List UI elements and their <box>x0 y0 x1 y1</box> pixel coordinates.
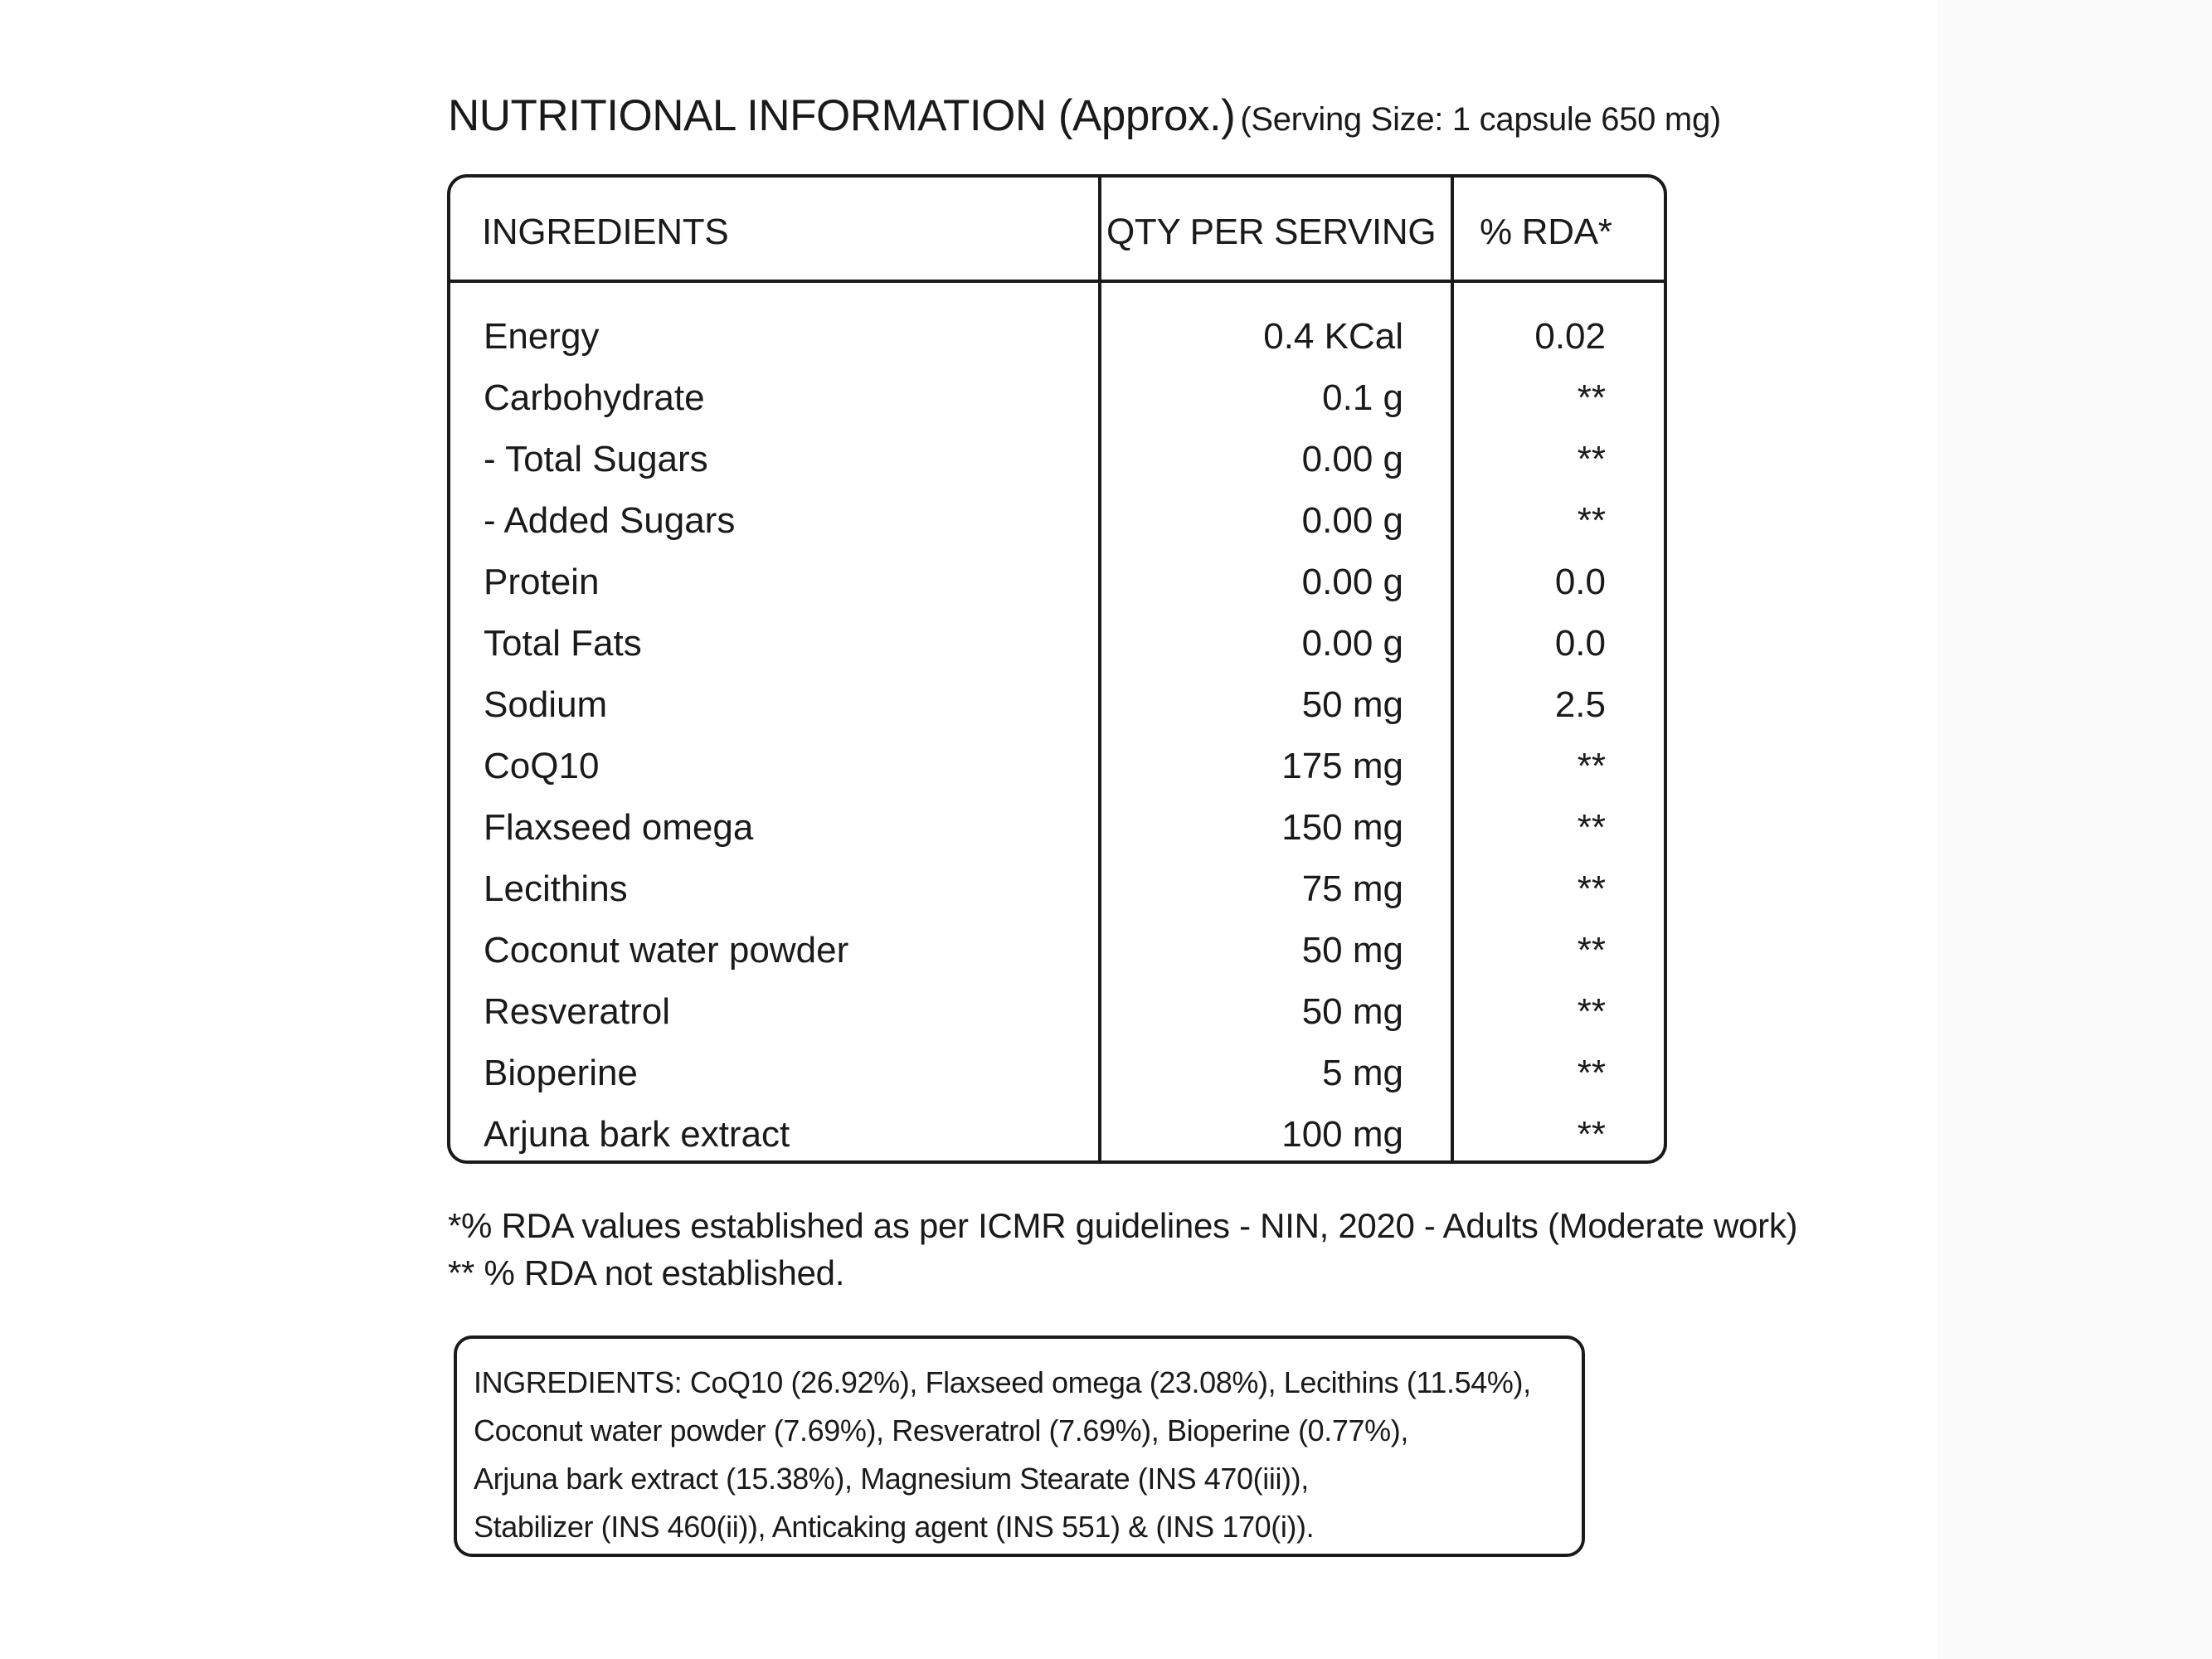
table-row <box>450 797 1664 859</box>
row-name: Carbohydrate <box>484 377 705 418</box>
title-main: NUTRITIONAL INFORMATION (Approx.) <box>448 91 1236 140</box>
row-rda: 0.02 <box>1534 316 1606 357</box>
row-name: Total Fats <box>484 623 642 664</box>
row-qty: 50 mg <box>1301 930 1403 971</box>
row-rda: ** <box>1577 500 1606 541</box>
not-established-footnote: ** % RDA not established. <box>448 1253 845 1292</box>
column-header-rda: % RDA* <box>1480 212 1612 252</box>
row-name: Flaxseed omega <box>484 807 754 848</box>
table-row <box>450 674 1664 736</box>
header-divider <box>450 280 1664 283</box>
ingredients-box <box>454 1335 1585 1557</box>
ingredients-line: INGREDIENTS: CoQ10 (26.92%), Flaxseed omega (23.08%), Lecithins (11.54%), <box>474 1365 1531 1399</box>
row-qty: 150 mg <box>1281 807 1403 848</box>
table-row <box>450 736 1664 797</box>
row-name: Lecithins <box>484 868 628 909</box>
page-title <box>448 91 1721 140</box>
row-qty: 50 mg <box>1301 684 1403 725</box>
row-qty: 175 mg <box>1281 746 1403 786</box>
serving-size: (Serving Size: 1 capsule 650 mg) <box>1240 101 1721 138</box>
row-rda: ** <box>1577 746 1606 786</box>
row-rda: 0.0 <box>1554 562 1606 602</box>
row-qty: 50 mg <box>1301 991 1403 1032</box>
table-row <box>450 920 1664 981</box>
table-row <box>450 429 1664 490</box>
table-row <box>450 552 1664 613</box>
row-rda: ** <box>1577 1053 1606 1093</box>
row-rda: ** <box>1577 377 1606 418</box>
nutrition-table <box>447 174 1667 1164</box>
row-qty: 0.00 g <box>1301 562 1403 602</box>
table-row <box>450 1104 1664 1165</box>
table-row <box>450 306 1664 367</box>
table-body <box>450 306 1664 1165</box>
ingredients-line: Stabilizer (INS 460(ii)), Anticaking agent (INS 551) & (INS 170(i)). <box>474 1510 1315 1544</box>
row-qty: 0.00 g <box>1301 500 1403 541</box>
row-rda: ** <box>1577 868 1606 909</box>
column-header-qty: QTY PER SERVING <box>1106 212 1437 252</box>
row-name: CoQ10 <box>484 746 600 786</box>
row-qty: 0.00 g <box>1301 439 1403 479</box>
table-row <box>450 490 1664 552</box>
row-rda: ** <box>1577 439 1606 479</box>
row-qty: 5 mg <box>1322 1053 1403 1093</box>
table-row <box>450 981 1664 1043</box>
row-name: Bioperine <box>484 1053 638 1093</box>
table-row <box>450 367 1664 429</box>
row-rda: ** <box>1577 1114 1606 1155</box>
row-qty: 75 mg <box>1301 868 1403 909</box>
row-qty: 0.1 g <box>1322 377 1403 418</box>
row-qty: 0.4 KCal <box>1263 316 1403 357</box>
row-name: Coconut water powder <box>484 930 849 971</box>
row-rda: 0.0 <box>1554 623 1606 664</box>
row-rda: ** <box>1577 991 1606 1032</box>
background-strip <box>1937 0 2212 1659</box>
row-qty: 100 mg <box>1281 1114 1403 1155</box>
row-rda: ** <box>1577 807 1606 848</box>
row-rda: 2.5 <box>1554 684 1606 725</box>
table-row <box>450 1043 1664 1104</box>
table-row <box>450 859 1664 920</box>
column-header-ingredients: INGREDIENTS <box>482 212 729 252</box>
ingredients-line: Arjuna bark extract (15.38%), Magnesium Stearate (INS 470(iii)), <box>474 1462 1309 1496</box>
row-name: Protein <box>484 562 600 602</box>
ingredients-line: Coconut water powder (7.69%), Resveratrol (7.69%), Bioperine (0.77%), <box>474 1413 1408 1447</box>
row-name: Resveratrol <box>484 991 670 1032</box>
rda-footnote: *% RDA values established as per ICMR guidelines - NIN, 2020 - Adults (Moderate work) <box>448 1206 1798 1245</box>
row-name: Energy <box>484 316 600 357</box>
row-qty: 0.00 g <box>1301 623 1403 664</box>
table-row <box>450 613 1664 674</box>
row-name: - Added Sugars <box>484 500 736 541</box>
row-name: Arjuna bark extract <box>484 1114 790 1155</box>
row-rda: ** <box>1577 930 1606 971</box>
row-name: - Total Sugars <box>484 439 708 479</box>
row-name: Sodium <box>484 684 608 725</box>
